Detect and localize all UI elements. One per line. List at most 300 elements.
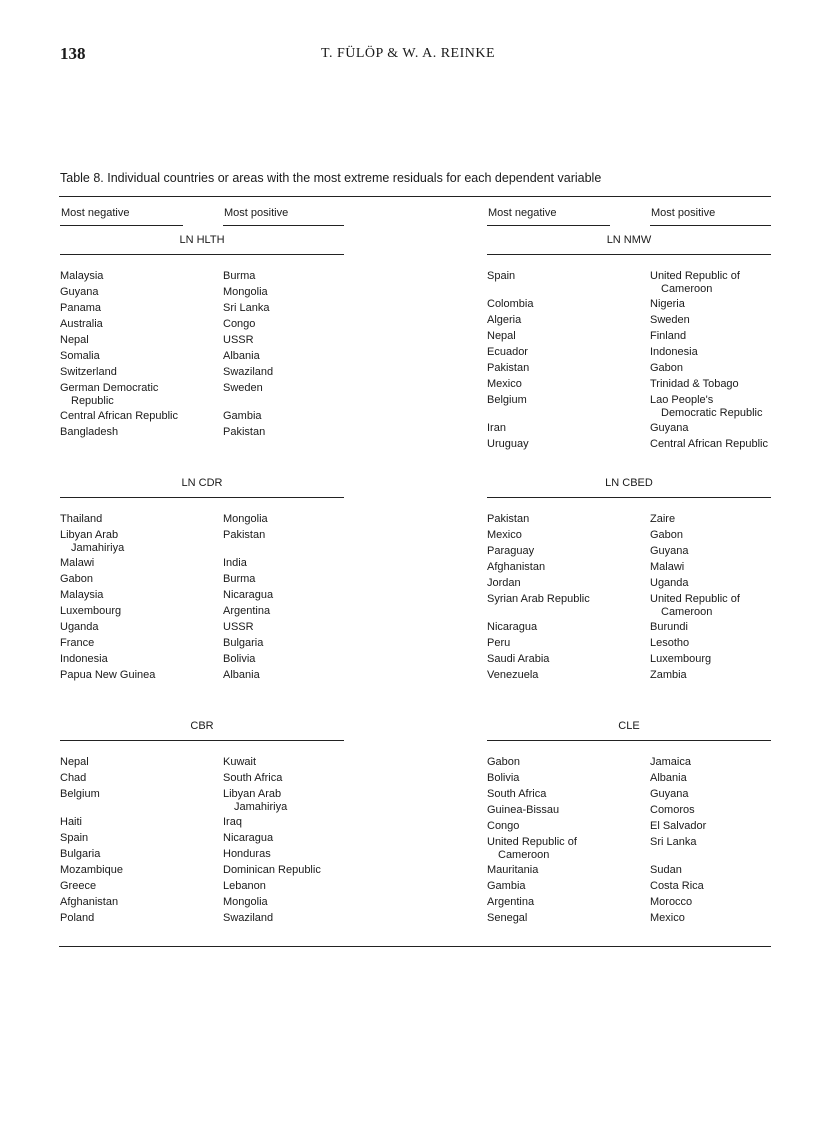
country-name: Swaziland [223,912,274,924]
country-name: Nepal [60,334,89,346]
table-row [60,334,360,350]
most-negative-cell [60,864,223,880]
most-positive-cell [650,880,785,896]
most-negative-cell [487,880,650,896]
country-name: Indonesia [60,653,108,665]
country-name: Libyan Arab [60,529,119,541]
country-name: Zaire [650,513,676,525]
table-row [60,816,360,832]
most-negative-cell [60,896,223,912]
most-negative-cell [60,302,223,318]
most-negative-cell [60,270,223,286]
most-positive-cell [223,318,358,334]
block-rule [60,740,344,741]
table-row [60,589,360,605]
country-name: Cameroon [661,605,713,618]
most-positive-cell [223,334,358,350]
most-positive-cell [650,637,785,653]
country-name: Afghanistan [487,561,546,573]
table-row [487,637,787,653]
most-negative-cell [60,382,223,410]
most-positive-cell [223,621,358,637]
most-positive-cell [223,302,358,318]
most-negative-cell [487,378,650,394]
table-row [487,772,787,788]
most-positive-cell [650,896,785,912]
table-row [487,438,787,454]
column-header-rule [487,225,610,226]
block-title: CLE [618,720,640,732]
most-negative-cell [60,426,223,442]
country-name: Guyana [60,286,99,298]
most-negative-cell [487,896,650,912]
most-negative-cell [60,350,223,366]
country-name: Venezuela [487,669,539,681]
most-negative-cell [487,820,650,836]
most-negative-cell [487,593,650,621]
table-row [487,593,787,621]
most-positive-cell [650,820,785,836]
country-name: Malaysia [60,270,104,282]
country-name: Mauritania [487,864,539,876]
most-positive-cell [223,513,358,529]
most-positive-cell [650,362,785,378]
country-name: Luxembourg [650,653,712,665]
block-rule [487,740,771,741]
country-name: Nepal [487,330,516,342]
table-row [487,864,787,880]
country-name: Mongolia [223,286,268,298]
most-positive-cell [223,270,358,286]
table-row [60,637,360,653]
table-row [60,410,360,426]
table-row [60,513,360,529]
most-positive-cell [650,756,785,772]
table-top-rule [59,196,771,197]
table-row [487,378,787,394]
country-name: Guyana [650,545,689,557]
most-negative-cell [60,816,223,832]
most-positive-cell [650,513,785,529]
table-row [487,577,787,593]
country-name: Guinea-Bissau [487,804,560,816]
country-name: Mexico [487,529,522,541]
country-name: Ecuador [487,346,528,358]
most-negative-cell [487,621,650,637]
most-negative-cell [60,318,223,334]
country-name: Mongolia [223,896,268,908]
column-header-rule [650,225,771,226]
table-row [60,912,360,928]
most-positive-cell [650,378,785,394]
most-negative-cell [487,270,650,298]
most-positive-cell [223,366,358,382]
country-name: Sweden [650,314,690,326]
country-name: Central African Republic [60,410,179,422]
country-name: Spain [60,832,89,844]
country-name: Afghanistan [60,896,119,908]
most-negative-cell [487,772,650,788]
country-name: Kuwait [223,756,257,768]
most-positive-cell [650,804,785,820]
country-name: Argentina [223,605,271,617]
table-row [60,880,360,896]
column-header-most-negative-right: Most negative [488,207,557,219]
table-row [60,832,360,848]
country-name: Peru [487,637,511,649]
table-row [60,605,360,621]
country-name: Switzerland [60,366,117,378]
country-name: Jamaica [650,756,691,768]
country-name: Republic [71,394,114,407]
most-negative-cell [60,848,223,864]
country-name: German Democratic [60,382,159,394]
country-name: Gabon [487,756,521,768]
most-positive-cell [650,314,785,330]
country-name: Mongolia [223,513,268,525]
running-head: T. FÜLÖP & W. A. REINKE [320,46,496,61]
most-negative-cell [487,422,650,438]
block-rows [60,756,360,928]
table-row [487,669,787,685]
most-positive-cell [650,561,785,577]
country-name: Malawi [650,561,685,573]
country-name: Mozambique [60,864,123,876]
table-row [60,864,360,880]
most-negative-cell [487,362,650,378]
country-name: Spain [487,270,516,282]
country-name: Malaysia [60,589,104,601]
country-name: Morocco [650,896,693,908]
table-row [60,318,360,334]
country-name: Panama [60,302,101,314]
country-name: Iran [487,422,506,434]
table-row [60,896,360,912]
most-positive-cell [650,912,785,928]
country-name: Mexico [487,378,522,390]
block-rows [60,513,360,685]
country-name: Burundi [650,621,688,633]
most-negative-cell [60,621,223,637]
most-positive-cell [650,394,785,422]
most-positive-cell [650,346,785,362]
country-name: Colombia [487,298,534,310]
country-name: South Africa [223,772,283,784]
country-name: Swaziland [223,366,274,378]
country-name: Guyana [650,422,689,434]
country-name: Gabon [60,573,94,585]
most-positive-cell [650,330,785,346]
country-name: Albania [650,772,687,784]
country-name: Jordan [487,577,521,589]
country-name: Bolivia [223,653,256,665]
country-name: Lesotho [650,637,690,649]
table-row [60,669,360,685]
country-name: Haiti [60,816,83,828]
country-name: Nicaragua [223,832,274,844]
most-negative-cell [487,513,650,529]
country-name: United Republic of [650,593,740,605]
table-row [487,561,787,577]
most-positive-cell [650,270,785,298]
country-name: Gabon [650,529,684,541]
country-name: Sri Lanka [223,302,270,314]
country-name: Trinidad & Tobago [650,378,739,390]
country-name: Congo [223,318,256,330]
table-row [60,529,360,557]
block-rule [60,497,344,498]
most-positive-cell [223,788,358,816]
most-negative-cell [60,637,223,653]
table-row [487,298,787,314]
table-row [60,426,360,442]
most-positive-cell [650,864,785,880]
most-positive-cell [223,848,358,864]
country-name: Nepal [60,756,89,768]
country-name: Chad [60,772,87,784]
table-row [487,529,787,545]
country-name: Thailand [60,513,103,525]
country-name: Belgium [487,394,527,406]
column-header-most-positive-left: Most positive [224,207,289,219]
block-rows [487,513,787,685]
most-negative-cell [487,561,650,577]
most-positive-cell [223,573,358,589]
most-positive-cell [223,912,358,928]
most-negative-cell [487,804,650,820]
country-name: Belgium [60,788,100,800]
country-name: Burma [223,573,256,585]
country-name: Pakistan [487,362,530,374]
country-name: USSR [223,334,254,346]
page-number: 138 [60,44,86,63]
country-name: Poland [60,912,95,924]
country-name: Honduras [223,848,271,860]
country-name: South Africa [487,788,547,800]
most-positive-cell [223,896,358,912]
country-name: Papua New Guinea [60,669,156,681]
most-negative-cell [60,573,223,589]
most-positive-cell [223,589,358,605]
country-name: Comoros [650,804,695,816]
country-name: Nicaragua [223,589,274,601]
country-name: Uganda [60,621,99,633]
most-negative-cell [60,912,223,928]
country-name: Dominican Republic [223,864,321,876]
table-row [487,545,787,561]
table-row [487,621,787,637]
most-negative-cell [60,529,223,557]
most-negative-cell [487,298,650,314]
table-row [487,912,787,928]
block-title: LN CBED [605,477,653,489]
table-row [487,513,787,529]
table-caption: Table 8. Individual countries or areas with the most extreme residuals for each dependent variable [60,171,602,185]
most-negative-cell [60,605,223,621]
most-positive-cell [223,426,358,442]
country-name: Pakistan [487,513,530,525]
country-name: Nicaragua [487,621,538,633]
most-positive-cell [223,832,358,848]
most-negative-cell [60,589,223,605]
country-name: Jamahiriya [71,541,125,554]
most-positive-cell [650,298,785,314]
most-positive-cell [223,772,358,788]
table-row [60,621,360,637]
most-positive-cell [223,529,358,557]
most-positive-cell [650,788,785,804]
most-negative-cell [487,529,650,545]
most-negative-cell [487,756,650,772]
table-row [487,756,787,772]
most-positive-cell [223,816,358,832]
country-name: Bangladesh [60,426,119,438]
most-positive-cell [650,653,785,669]
country-name: Mexico [650,912,685,924]
table-row [487,422,787,438]
country-name: United Republic of [650,270,740,282]
country-name: Australia [60,318,103,330]
block-title: CBR [190,720,214,732]
most-positive-cell [650,545,785,561]
country-name: Lao People's [650,394,714,406]
country-name: Jamahiriya [234,800,288,813]
most-positive-cell [223,286,358,302]
most-positive-cell [223,669,358,685]
table-row [60,286,360,302]
country-name: Malawi [60,557,95,569]
table-row [60,788,360,816]
country-name: Libyan Arab [223,788,282,800]
block-title: LN NMW [606,234,652,246]
block-rule [487,497,771,498]
country-name: Pakistan [223,426,266,438]
most-positive-cell [223,653,358,669]
country-name: Somalia [60,350,100,362]
country-name: Central African Republic [650,438,769,450]
country-name: USSR [223,621,254,633]
country-name: Albania [223,350,260,362]
column-header-most-negative-left: Most negative [61,207,130,219]
table-row [487,330,787,346]
most-positive-cell [650,593,785,621]
most-negative-cell [487,330,650,346]
country-name: Gabon [650,362,684,374]
most-negative-cell [60,788,223,816]
country-name: Democratic Republic [661,406,763,419]
most-negative-cell [487,545,650,561]
most-negative-cell [60,832,223,848]
most-negative-cell [487,864,650,880]
most-negative-cell [487,314,650,330]
most-positive-cell [223,410,358,426]
block-rows [487,270,787,454]
most-negative-cell [60,334,223,350]
block-title: LN HLTH [179,234,225,246]
table-row [487,270,787,298]
most-positive-cell [650,438,785,454]
block-rows [60,270,360,442]
most-negative-cell [487,438,650,454]
most-positive-cell [650,577,785,593]
table-row [487,346,787,362]
block-title: LN CDR [181,477,223,489]
country-name: Senegal [487,912,528,924]
column-header-rule [223,225,344,226]
most-negative-cell [60,286,223,302]
table-row [487,896,787,912]
country-name: Greece [60,880,97,892]
country-name: Costa Rica [650,880,704,892]
table-row [60,382,360,410]
most-positive-cell [223,605,358,621]
country-name: Guyana [650,788,689,800]
table-row [487,836,787,864]
most-negative-cell [487,669,650,685]
country-name: Indonesia [650,346,698,358]
country-name: Nigeria [650,298,685,310]
country-name: Luxembourg [60,605,122,617]
country-name: Gambia [487,880,526,892]
table-row [60,350,360,366]
table-row [60,302,360,318]
most-positive-cell [650,422,785,438]
country-name: Albania [223,669,260,681]
table-bottom-rule [59,946,771,947]
most-negative-cell [60,880,223,896]
most-positive-cell [650,669,785,685]
most-negative-cell [60,653,223,669]
country-name: Bolivia [487,772,520,784]
country-name: India [223,557,247,569]
most-positive-cell [223,350,358,366]
table-row [487,880,787,896]
table-row [60,653,360,669]
country-name: Sri Lanka [650,836,697,848]
most-positive-cell [650,836,785,864]
most-negative-cell [487,912,650,928]
most-positive-cell [223,637,358,653]
table-row [487,394,787,422]
most-positive-cell [223,756,358,772]
table-row [60,756,360,772]
most-positive-cell [650,621,785,637]
country-name: Uruguay [487,438,529,450]
country-name: Saudi Arabia [487,653,550,665]
column-header-most-positive-right: Most positive [651,207,716,219]
table-row [487,804,787,820]
country-name: Bulgaria [223,637,264,649]
most-positive-cell [650,529,785,545]
most-negative-cell [60,513,223,529]
country-name: United Republic of [487,836,577,848]
country-name: Bulgaria [60,848,101,860]
block-rows [487,756,787,928]
most-negative-cell [60,669,223,685]
most-positive-cell [223,880,358,896]
page-header [0,44,816,64]
country-name: Lebanon [223,880,266,892]
table-row [487,653,787,669]
country-name: Finland [650,330,687,342]
table-row [60,848,360,864]
most-negative-cell [487,836,650,864]
most-positive-cell [650,772,785,788]
most-negative-cell [487,788,650,804]
country-name: Iraq [223,816,242,828]
country-name: Zambia [650,669,687,681]
most-negative-cell [487,637,650,653]
